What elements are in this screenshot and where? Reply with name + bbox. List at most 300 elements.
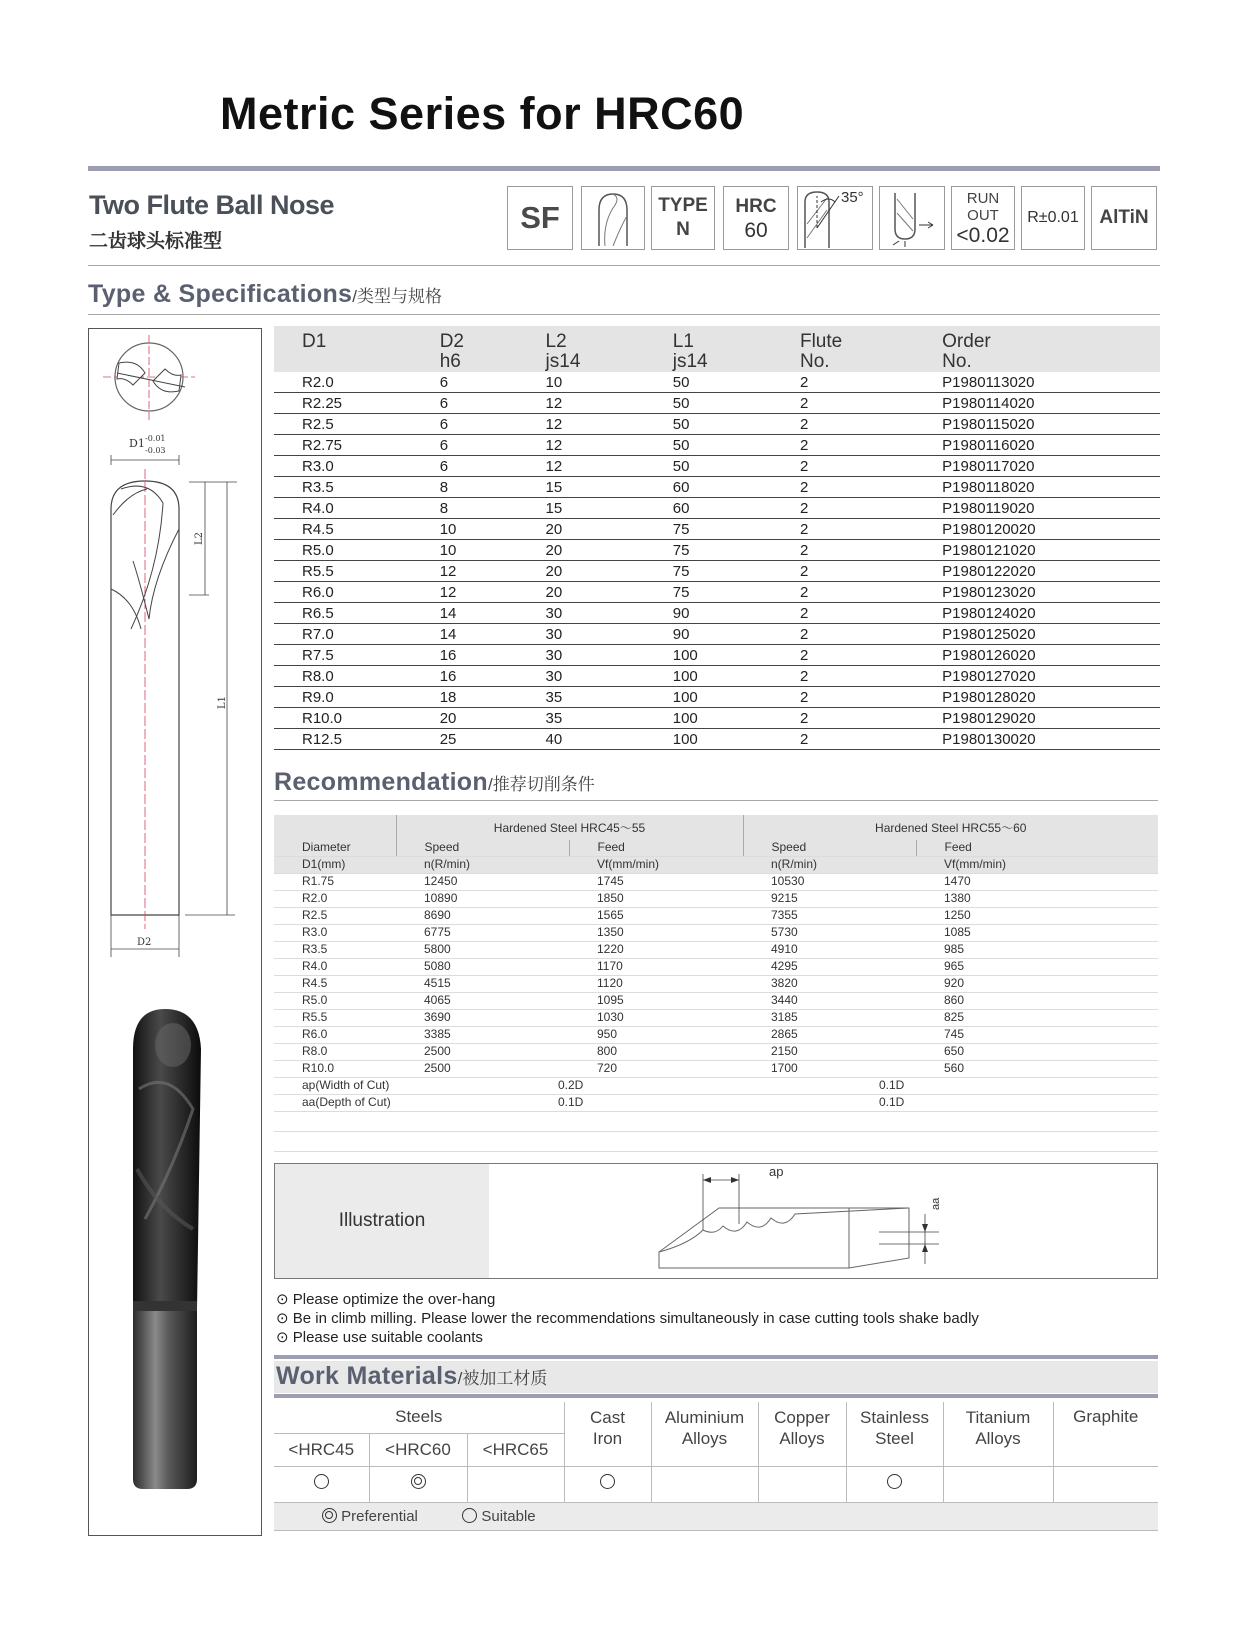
rec-cell: R4.5 [274, 976, 396, 993]
note-3 [276, 1328, 483, 1346]
cast-iron-line1: Cast [590, 1408, 625, 1427]
spec-cell: 2 [772, 687, 914, 708]
legend-suitable: Suitable [481, 1507, 536, 1525]
coating-text: AlTiN [1099, 207, 1149, 228]
spec-cell: 20 [518, 540, 645, 561]
spec-cell: P1980125020 [914, 624, 1160, 645]
titanium-line2: Alloys [975, 1429, 1021, 1448]
spec-cell: 100 [645, 729, 772, 750]
spec-cell: 6 [412, 435, 518, 456]
spec-cell: 50 [645, 372, 772, 393]
spec-cell: 75 [645, 561, 772, 582]
preferential-icon [322, 1508, 337, 1523]
rec-diameter-head: Diameter [274, 840, 396, 857]
spec-row [274, 393, 1160, 414]
spec-cell: 8 [412, 477, 518, 498]
titanium-header [943, 1402, 1053, 1466]
spec-cell: P1980126020 [914, 645, 1160, 666]
ball-nose-shape-icon [591, 190, 635, 246]
rec-cell: 650 [916, 1044, 1158, 1061]
spec-cell: P1980127020 [914, 666, 1160, 687]
spec-cell: 2 [772, 540, 914, 561]
rec-cell: 965 [916, 959, 1158, 976]
spec-cell: 6 [412, 393, 518, 414]
spec-cell: R10.0 [274, 708, 412, 729]
spec-col-header-line1: D1 [302, 331, 327, 352]
spec-cell: 60 [645, 477, 772, 498]
spec-cell: 100 [645, 645, 772, 666]
rec-cell: 7355 [743, 908, 916, 925]
spec-cell: P1980122020 [914, 561, 1160, 582]
rec-cell: 920 [916, 976, 1158, 993]
spec-row [274, 456, 1160, 477]
copper-line1: Copper [774, 1408, 830, 1427]
rec-heading-en: Recommendation [274, 768, 488, 796]
tool-product-image [89, 1009, 261, 1529]
rec-cell: 3185 [743, 1010, 916, 1027]
spec-row [274, 582, 1160, 603]
rec-cell: 3385 [396, 1027, 569, 1044]
spec-cell: 20 [412, 708, 518, 729]
spec-cell: 30 [518, 645, 645, 666]
spec-divider [88, 314, 1160, 315]
rec-cell: 10530 [743, 874, 916, 891]
rec-cell: R8.0 [274, 1044, 396, 1061]
spec-row [274, 729, 1160, 750]
rec-row [274, 1010, 1158, 1027]
rec-ap-row [274, 1078, 1158, 1095]
suitability-cell [943, 1466, 1053, 1502]
hrc-value: 60 [744, 218, 768, 242]
rec-cell: 1470 [916, 874, 1158, 891]
helix-angle-badge [797, 186, 873, 250]
cutting-diagram [489, 1164, 1159, 1278]
rec-blank-cell [274, 1112, 1158, 1132]
rec-cell: R3.5 [274, 942, 396, 959]
bullet-icon: ⊙ [276, 1291, 293, 1308]
spec-cell: P1980119020 [914, 498, 1160, 519]
aa-label: aa [930, 1197, 942, 1210]
spec-cell: 12 [518, 393, 645, 414]
coating-badge [1091, 186, 1157, 250]
wm-heading-divider [274, 1394, 1158, 1398]
rec-cell: R3.0 [274, 925, 396, 942]
spec-cell: P1980124020 [914, 603, 1160, 624]
spec-cell: 50 [645, 414, 772, 435]
spec-cell: 8 [412, 498, 518, 519]
rec-cell: 1120 [569, 976, 743, 993]
spec-cell: 30 [518, 666, 645, 687]
runout-label-2: OUT [967, 206, 999, 224]
series-name-en: Two Flute Ball Nose [89, 190, 335, 220]
spec-cell: 12 [412, 582, 518, 603]
spec-cell: 14 [412, 603, 518, 624]
rec-cell: 1030 [569, 1010, 743, 1027]
rec-row [274, 1027, 1158, 1044]
spec-cell: 15 [518, 498, 645, 519]
rec-cell: 5730 [743, 925, 916, 942]
copper-header [758, 1402, 846, 1466]
spec-cell: 35 [518, 708, 645, 729]
rec-cell: R5.0 [274, 993, 396, 1010]
spec-cell: P1980113020 [914, 372, 1160, 393]
note-2 [276, 1309, 979, 1327]
rec-cell: 1095 [569, 993, 743, 1010]
spec-cell: R6.5 [274, 603, 412, 624]
spec-row [274, 372, 1160, 393]
suitability-cell [758, 1466, 846, 1502]
rec-param-label: aa(Depth of Cut) [274, 1095, 396, 1112]
rec-cell: 1380 [916, 891, 1158, 908]
rec-cell: 5800 [396, 942, 569, 959]
spec-row [274, 645, 1160, 666]
ball-nose-icon [581, 186, 645, 250]
spec-cell: 2 [772, 582, 914, 603]
wm-top-divider [274, 1355, 1158, 1359]
spec-cell: R4.0 [274, 498, 412, 519]
title-divider [88, 166, 1160, 171]
bullet-icon: ⊙ [276, 1310, 293, 1327]
spec-col-header-line2: h6 [439, 351, 461, 372]
spec-col-header-line2: js14 [545, 351, 581, 372]
rec-cell: 745 [916, 1027, 1158, 1044]
aluminium-header [651, 1402, 758, 1466]
rec-row [274, 1061, 1158, 1078]
type-value: N [676, 219, 690, 240]
rec-divider [274, 800, 1158, 801]
spec-cell: P1980120020 [914, 519, 1160, 540]
spec-cell: R12.5 [274, 729, 412, 750]
spec-cell: 6 [412, 414, 518, 435]
suitability-cell [369, 1466, 467, 1502]
spec-cell: R5.0 [274, 540, 412, 561]
spec-col-header-line2: js14 [672, 351, 708, 372]
spec-table-body [274, 372, 1160, 750]
rec-aa-row [274, 1095, 1158, 1112]
runout-badge [951, 186, 1015, 250]
radius-tolerance-badge [1021, 186, 1085, 250]
spec-row [274, 687, 1160, 708]
rec-cell: 1700 [743, 1061, 916, 1078]
spec-cell: 30 [518, 624, 645, 645]
rec-speed-unit-2: n(R/min) [743, 857, 916, 874]
spec-cell: P1980116020 [914, 435, 1160, 456]
rec-cell: 3690 [396, 1010, 569, 1027]
rec-cell: 6775 [396, 925, 569, 942]
spec-cell: 20 [518, 519, 645, 540]
recommendation-table [274, 815, 1158, 1152]
spec-cell: P1980121020 [914, 540, 1160, 561]
radius-tolerance-text: R±0.01 [1027, 209, 1079, 226]
aluminium-line2: Alloys [681, 1429, 728, 1448]
rec-cell: 860 [916, 993, 1158, 1010]
l1-dimension-label: L1 [217, 695, 228, 709]
spec-cell: 50 [645, 435, 772, 456]
spec-cell: 16 [412, 666, 518, 687]
rec-feed-unit-1: Vf(mm/min) [569, 857, 743, 874]
work-materials-table [274, 1402, 1158, 1531]
spec-cell: 20 [518, 582, 645, 603]
spec-cell: 100 [645, 687, 772, 708]
note-1-text: Please optimize the over-hang [292, 1291, 496, 1308]
spec-cell: 50 [645, 393, 772, 414]
wm-heading-cn: /被加工材质 [457, 1369, 548, 1388]
rec-param-value: 0.2D [396, 1078, 743, 1095]
rec-cell: 3440 [743, 993, 916, 1010]
spec-heading [88, 280, 442, 309]
rec-cell: R10.0 [274, 1061, 396, 1078]
rec-cell: 8690 [396, 908, 569, 925]
rec-row [274, 993, 1158, 1010]
rec-cell: 950 [569, 1027, 743, 1044]
rec-d1-unit: D1(mm) [274, 857, 396, 874]
spec-cell: 2 [772, 519, 914, 540]
spec-col-header-line1: L2 [545, 331, 567, 352]
rec-cell: 985 [916, 942, 1158, 959]
rec-cell: 1745 [569, 874, 743, 891]
spec-cell: 2 [772, 456, 914, 477]
rec-cell: 2500 [396, 1061, 569, 1078]
rec-group-hrc45-55: Hardened Steel HRC45～55 [396, 815, 743, 840]
rec-cell: 4515 [396, 976, 569, 993]
center-cutting-badge [879, 186, 945, 250]
spec-cell: 2 [772, 666, 914, 687]
legend [274, 1502, 1158, 1530]
spec-col-header [645, 326, 772, 372]
stainless-line2: Steel [875, 1429, 914, 1448]
sf-badge [507, 186, 573, 250]
rec-cell: 4910 [743, 942, 916, 959]
spec-col-header-line1: Order [942, 331, 991, 352]
rec-blank-head [274, 815, 396, 840]
rec-cell: R2.0 [274, 891, 396, 908]
spec-cell: P1980118020 [914, 477, 1160, 498]
legend-preferential: Preferential [341, 1507, 418, 1525]
suitability-cell [1053, 1466, 1158, 1502]
spec-cell: 16 [412, 645, 518, 666]
spec-col-header-line2: No. [942, 351, 972, 372]
ap-label: ap [769, 1164, 784, 1179]
sf-label: SF [520, 200, 560, 235]
spec-cell: 2 [772, 603, 914, 624]
helix-angle-text: 35° [841, 189, 864, 206]
hrc-badge [723, 186, 789, 250]
spec-cell: P1980115020 [914, 414, 1160, 435]
suitable-icon [462, 1508, 477, 1523]
center-cutting-icon [887, 189, 937, 247]
stainless-line1: Stainless [860, 1408, 929, 1427]
spec-cell: 2 [772, 477, 914, 498]
suitable-icon [887, 1474, 902, 1489]
rec-cell: 2150 [743, 1044, 916, 1061]
spec-cell: 10 [412, 540, 518, 561]
wm-heading-en: Work Materials [276, 1362, 458, 1390]
suitability-cell [564, 1466, 651, 1502]
rec-cell: 1085 [916, 925, 1158, 942]
rec-speed-unit-1: n(R/min) [396, 857, 569, 874]
rec-cell: 1170 [569, 959, 743, 976]
spec-cell: R9.0 [274, 687, 412, 708]
spec-cell: P1980123020 [914, 582, 1160, 603]
rec-cell: 560 [916, 1061, 1158, 1078]
spec-cell: R5.5 [274, 561, 412, 582]
spec-cell: 2 [772, 645, 914, 666]
rec-row [274, 891, 1158, 908]
series-name-cn: 二齿球头标准型 [89, 231, 223, 252]
rec-cell: 5080 [396, 959, 569, 976]
rec-row [274, 1044, 1158, 1061]
rec-speed-head-2: Speed [743, 840, 916, 857]
rec-cell: R4.0 [274, 959, 396, 976]
rec-cell: 1220 [569, 942, 743, 959]
spec-col-header [518, 326, 645, 372]
d2-dimension-label: D2 [137, 937, 152, 948]
spec-cell: R6.0 [274, 582, 412, 603]
spec-table [274, 326, 1160, 750]
d1-dimension-label: D1 [129, 437, 145, 450]
spec-cell: 30 [518, 603, 645, 624]
rec-row [274, 976, 1158, 993]
tool-drawing-panel [88, 328, 262, 1536]
rec-row [274, 959, 1158, 976]
stainless-header [846, 1402, 943, 1466]
l2-dimension-label: L2 [194, 531, 205, 545]
spec-col-header [274, 326, 412, 372]
rec-row [274, 908, 1158, 925]
suitability-row [274, 1466, 1158, 1502]
spec-cell: 6 [412, 372, 518, 393]
rec-cell: R1.75 [274, 874, 396, 891]
suitability-cell [651, 1466, 758, 1502]
spec-row [274, 708, 1160, 729]
spec-row [274, 477, 1160, 498]
suitable-icon [314, 1474, 329, 1489]
spec-cell: 2 [772, 435, 914, 456]
spec-row [274, 666, 1160, 687]
rec-cell: 10890 [396, 891, 569, 908]
note-2-text: Be in climb milling. Please lower the recommendations simultaneously in case cutting tools shake badly [292, 1310, 979, 1327]
illustration-label: Illustration [275, 1164, 489, 1278]
spec-cell: 14 [412, 624, 518, 645]
wm-heading [276, 1362, 547, 1391]
cutting-illustration-box [274, 1163, 1158, 1279]
hrc60-header: <HRC60 [369, 1433, 467, 1466]
hrc65-header: <HRC65 [467, 1433, 564, 1466]
rec-row [274, 925, 1158, 942]
steels-header: Steels [274, 1402, 564, 1433]
spec-cell: 2 [772, 372, 914, 393]
rec-cell: R2.5 [274, 908, 396, 925]
rec-group-hrc55-60: Hardened Steel HRC55～60 [743, 815, 1158, 840]
spec-cell: 25 [412, 729, 518, 750]
spec-cell: 60 [645, 498, 772, 519]
rec-heading-cn: /推荐切削条件 [487, 775, 595, 794]
spec-cell: 2 [772, 561, 914, 582]
spec-cell: 15 [518, 477, 645, 498]
spec-cell: 2 [772, 498, 914, 519]
rec-blank-row [274, 1112, 1158, 1132]
spec-cell: 2 [772, 624, 914, 645]
spec-cell: 10 [412, 519, 518, 540]
series-divider [88, 265, 1160, 266]
spec-cell: 40 [518, 729, 645, 750]
spec-row [274, 540, 1160, 561]
rec-heading [274, 768, 595, 797]
spec-cell: R8.0 [274, 666, 412, 687]
titanium-line1: Titanium [965, 1408, 1031, 1427]
tolerance-upper: -0.01 [145, 434, 166, 443]
rec-row [274, 874, 1158, 891]
spec-cell: 50 [645, 456, 772, 477]
tolerance-lower: -0.03 [145, 446, 166, 455]
spec-cell: P1980129020 [914, 708, 1160, 729]
rec-cell: 2865 [743, 1027, 916, 1044]
preferential-icon [411, 1474, 426, 1489]
spec-cell: R7.5 [274, 645, 412, 666]
rec-cell: 2500 [396, 1044, 569, 1061]
rec-cell: R5.5 [274, 1010, 396, 1027]
note-3-text: Please use suitable coolants [292, 1329, 483, 1346]
rec-cell: 1350 [569, 925, 743, 942]
rec-cell: 4295 [743, 959, 916, 976]
spec-cell: R4.5 [274, 519, 412, 540]
spec-cell: 12 [518, 435, 645, 456]
hrc45-header: <HRC45 [274, 1433, 369, 1466]
spec-row [274, 435, 1160, 456]
page-title: Metric Series for HRC60 [220, 88, 745, 139]
spec-cell: R3.0 [274, 456, 412, 477]
spec-row [274, 498, 1160, 519]
spec-cell: R2.5 [274, 414, 412, 435]
aluminium-line1: Aluminium [664, 1408, 745, 1427]
spec-cell: 20 [518, 561, 645, 582]
spec-col-header-line2: No. [799, 351, 830, 372]
type-badge [651, 186, 715, 250]
spec-cell: 75 [645, 519, 772, 540]
spec-cell: R2.25 [274, 393, 412, 414]
spec-cell: 2 [772, 729, 914, 750]
spec-cell: R2.75 [274, 435, 412, 456]
rec-cell: 825 [916, 1010, 1158, 1027]
suitability-cell [846, 1466, 943, 1502]
rec-param-value: 0.1D [743, 1078, 1158, 1095]
spec-cell: 35 [518, 687, 645, 708]
spec-cell: 90 [645, 624, 772, 645]
spec-row [274, 414, 1160, 435]
spec-cell: 90 [645, 603, 772, 624]
spec-cell: 2 [772, 393, 914, 414]
bullet-icon: ⊙ [276, 1329, 293, 1346]
spec-cell: 18 [412, 687, 518, 708]
type-label: TYPE [658, 195, 708, 216]
spec-cell: 100 [645, 666, 772, 687]
spec-cell: 12 [518, 414, 645, 435]
suitable-icon [600, 1474, 615, 1489]
rec-speed-head-1: Speed [396, 840, 569, 857]
rec-param-label: ap(Width of Cut) [274, 1078, 396, 1095]
spec-row [274, 624, 1160, 645]
spec-cell: R3.5 [274, 477, 412, 498]
spec-cell: P1980117020 [914, 456, 1160, 477]
spec-cell: P1980128020 [914, 687, 1160, 708]
spec-heading-cn: /类型与规格 [352, 287, 442, 306]
rec-cell: 1565 [569, 908, 743, 925]
spec-cell: 75 [645, 540, 772, 561]
helix-angle-icon [799, 188, 871, 248]
hrc-label: HRC [735, 195, 777, 217]
suitability-cell [467, 1466, 564, 1502]
spec-cell: R2.0 [274, 372, 412, 393]
